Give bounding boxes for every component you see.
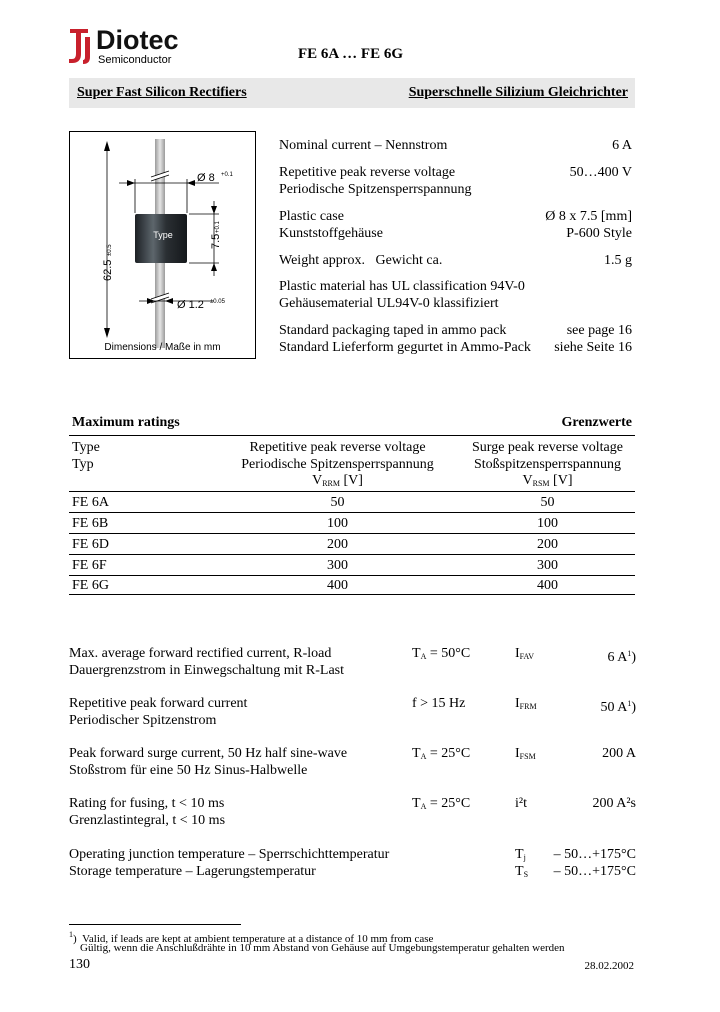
table-row-type: FE 6A	[72, 495, 109, 510]
char-rep-current-value: 50 $A^1$)	[600, 699, 636, 715]
char-fusing-condition: $T_A = 25^\circ C$	[412, 796, 471, 811]
table-row-type: FE 6B	[72, 516, 109, 531]
char-junction-temp: Operating junction temperature – Sperrschichttemperatur	[69, 847, 390, 862]
lead-bottom	[155, 263, 165, 348]
char-rep-current-condition: f > 15 Hz	[412, 696, 466, 711]
char-surge-current-value: 200 A	[602, 746, 636, 761]
char-rep-current-en: Repetitive peak forward current	[69, 696, 248, 711]
char-fusing-de: Grenzlastintegral, t < 10 ms	[69, 813, 226, 828]
char-surge-current-condition: $T_A = 25^\circ C$	[412, 746, 471, 761]
page-date: 28.02.2002	[584, 960, 634, 972]
case-value-style: P-600 Style	[566, 226, 632, 241]
dim-body-length: 7.5	[210, 233, 222, 249]
dim-body-diameter: Ø 8	[197, 172, 215, 184]
char-rep-current-symbol: $I_{FRM}$	[515, 696, 537, 711]
col-vrrm-symbol: $V_{RRM}$ [V]	[312, 473, 363, 488]
rep-voltage-value: 50…400 V	[569, 165, 632, 180]
col-vrrm-en: Repetitive peak reverse voltage	[249, 440, 426, 455]
title-german: Superschnelle Silizium Gleichrichter	[408, 85, 628, 100]
packaging-de-value: siehe Seite 16	[554, 340, 632, 355]
package-dimension-drawing	[69, 131, 256, 359]
case-label-de: Kunststoffgehäuse	[279, 226, 383, 241]
table-row-vrsm: 300	[537, 558, 558, 573]
footnote-en: $^1$) Valid, if leads are kept at ambient temperature at a distance of 10 mm from case	[69, 930, 434, 945]
dim-lead-diameter: Ø 1.2	[177, 299, 204, 311]
char-storage-temp-value: – 50…+175°C	[553, 864, 636, 879]
char-surge-current-en: Peak forward surge current, 50 Hz half sine-wave	[69, 746, 348, 761]
svg-text:+0.1: +0.1	[215, 221, 221, 233]
dim-total-length: 62.5	[102, 259, 114, 281]
svg-text:±0.5: ±0.5	[107, 244, 113, 256]
col-vrsm-en: Surge peak reverse voltage	[472, 440, 623, 455]
table-row-vrrm: 50	[330, 495, 345, 510]
char-junction-temp-value: – 50…+175°C	[553, 847, 636, 862]
svg-text:+0.1: +0.1	[221, 172, 233, 178]
char-surge-current-de: Stoßstrom für eine 50 Hz Sinus-Halbwelle	[69, 763, 308, 778]
grenzwerte-title: Grenzwerte	[561, 415, 632, 430]
weight-label: Weight approx. Gewicht ca.	[279, 253, 443, 268]
document-title: FE 6A … FE 6G	[298, 46, 404, 62]
ul-classification-en: Plastic material has UL classification 94V-0	[279, 279, 525, 294]
packaging-en-value: see page 16	[566, 323, 632, 338]
weight-value: 1.5 g	[604, 253, 632, 268]
ul-classification-de: Gehäusematerial UL94V-0 klassifiziert	[279, 296, 499, 311]
col-type-en: Type	[72, 440, 100, 455]
diotec-logo-icon	[66, 26, 94, 66]
case-value-size: Ø 8 x 7.5 [mm]	[545, 209, 632, 224]
packaging-en: Standard packaging taped in ammo pack	[279, 323, 507, 338]
col-vrsm-de: Stoßspitzensperrspannung	[474, 457, 621, 472]
table-row-vrrm: 200	[327, 537, 348, 552]
footnote-de: Gültig, wenn die Anschlußdrähte in 10 mm Abstand von Gehäuse auf Umgebungstemperatur gehalten werden	[80, 942, 565, 954]
maximum-ratings-title: Maximum ratings	[72, 415, 180, 430]
table-rule-bottom	[69, 594, 635, 595]
brand-name: Diotec	[96, 25, 179, 55]
body-type-label: Type	[153, 230, 173, 240]
table-row-vrsm: 50	[540, 495, 555, 510]
nominal-current-label: Nominal current – Nennstrom	[279, 138, 448, 153]
table-row-vrrm: 100	[327, 516, 348, 531]
char-surge-current-symbol: $I_{FSM}$	[515, 746, 536, 761]
table-row-type: FE 6D	[72, 537, 109, 552]
table-row-vrsm: 400	[537, 578, 558, 593]
char-avg-current-symbol: $I_{FAV}$	[515, 646, 535, 661]
char-avg-current-en: Max. average forward rectified current, R-load	[69, 646, 332, 661]
table-row-vrsm: 100	[537, 516, 558, 531]
char-fusing-symbol: i²t	[515, 796, 527, 811]
char-avg-current-de: Dauergrenzstrom in Einwegschaltung mit R-Last	[69, 663, 345, 678]
char-avg-current-value: 6 $A^1$)	[607, 649, 636, 665]
char-rep-current-de: Periodischer Spitzenstrom	[69, 713, 217, 728]
col-type-de: Typ	[72, 457, 94, 472]
page-number: 130	[69, 957, 90, 972]
table-row-type: FE 6F	[72, 558, 107, 573]
col-vrsm-symbol: $V_{RSM}$ [V]	[522, 473, 573, 488]
rep-voltage-label-de: Periodische Spitzensperrspannung	[279, 182, 472, 197]
table-row-vrsm: 200	[537, 537, 558, 552]
title-english: Super Fast Silicon Rectifiers	[77, 85, 247, 100]
packaging-de: Standard Lieferform gegurtet in Ammo-Pack	[279, 340, 531, 355]
nominal-current-value: 6 A	[612, 138, 632, 153]
rep-voltage-label-en: Repetitive peak reverse voltage	[279, 165, 456, 180]
table-rule-top	[69, 435, 635, 436]
char-storage-temp: Storage temperature – Lagerungstemperatur	[69, 864, 316, 879]
char-fusing-en: Rating for fusing, t < 10 ms	[69, 796, 225, 811]
table-row-vrrm: 300	[327, 558, 348, 573]
col-vrrm-de: Periodische Spitzensperrspannung	[241, 457, 434, 472]
svg-text:±0.05: ±0.05	[210, 299, 225, 305]
table-row-type: FE 6G	[72, 578, 109, 593]
char-avg-current-condition: $T_A = 50^\circ C$	[412, 646, 471, 661]
dimension-caption: Dimensions / Maße in mm	[104, 342, 221, 353]
table-row-vrrm: 400	[327, 578, 348, 593]
char-fusing-value: 200 A²s	[592, 796, 636, 811]
brand-subtitle: Semiconductor	[98, 54, 172, 66]
char-junction-temp-symbol: $T_j$	[515, 847, 526, 862]
char-storage-temp-symbol: $T_S$	[515, 864, 529, 879]
footnote-rule	[69, 924, 241, 925]
case-label-en: Plastic case	[279, 209, 344, 224]
